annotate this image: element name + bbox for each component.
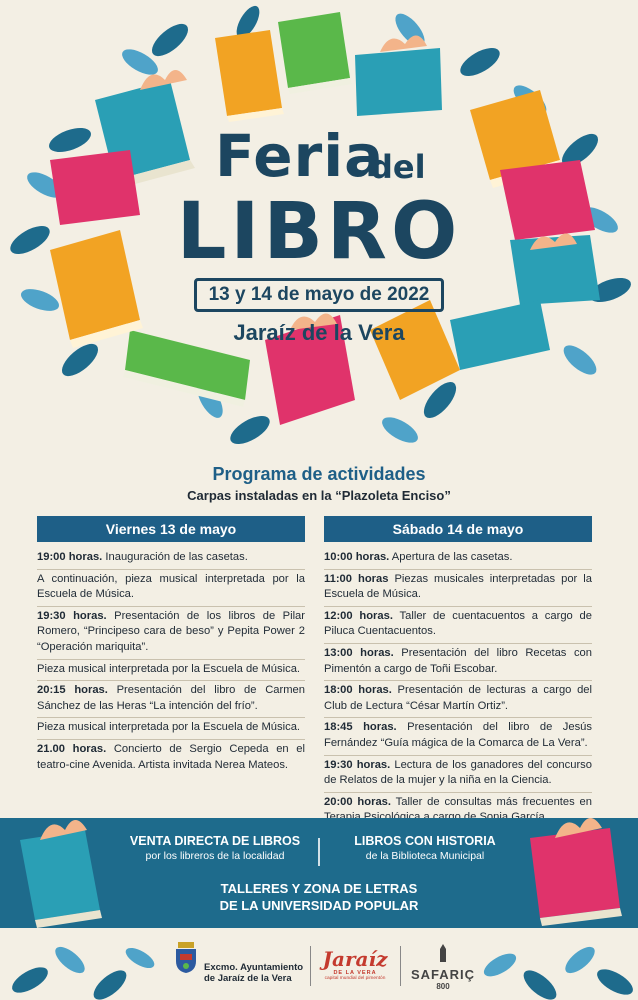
schedule-entry xyxy=(324,718,592,755)
footer xyxy=(0,930,638,1000)
band-row xyxy=(0,834,638,870)
schedule-entry xyxy=(324,681,592,718)
title-block xyxy=(0,118,638,346)
footer-separator xyxy=(400,946,401,986)
town-crest-icon xyxy=(174,940,198,974)
schedule-entry-text: Presentación de lecturas a cargo del Club de Lectura “César Martín Ortiz”. xyxy=(324,684,593,712)
saturday-entries xyxy=(324,548,592,829)
schedule-entry xyxy=(324,548,592,570)
event-dates: 13 y 14 de mayo de 2022 xyxy=(194,278,445,312)
schedule-entry-text: Inauguración de las casetas. xyxy=(102,551,248,563)
schedule-entry xyxy=(37,607,305,660)
town-hall-line1: Excmo. Ayuntamiento xyxy=(204,962,304,973)
friday-entries xyxy=(37,548,305,776)
schedule-entry-time: 19:30 horas. xyxy=(37,609,107,622)
schedule-entry-text: Taller de cuentacuentos a cargo de Piluca Cuentacuentos. xyxy=(324,609,592,638)
friday-column xyxy=(37,516,305,776)
workshops-line2: DE LA UNIVERSIDAD POPULAR xyxy=(219,898,419,913)
schedule-entry-text: Presentación del libro de Jesús Fernández “Guía mágica de la Comarca de La Vera”. xyxy=(324,721,592,749)
footer-separator xyxy=(310,946,311,986)
schedule-entry-time: 19:30 horas. xyxy=(324,758,391,771)
safaric-logo-number: 800 xyxy=(436,982,450,991)
schedule-entry xyxy=(324,756,592,793)
history-books-subtitle: de la Biblioteca Municipal xyxy=(365,850,485,862)
schedule-entry-text: A continuación, pieza musical interpretada por la Escuela de Música. xyxy=(37,572,305,601)
schedule-entry-time: 19:00 horas. xyxy=(37,551,103,563)
jaraiz-logo-subtitle: capital mundial del pimentón xyxy=(324,976,386,981)
safaric-logo xyxy=(408,944,478,991)
schedule-entry xyxy=(37,718,305,740)
schedule-entry-text: Presentación de los libros de Pilar Romero, “Principeso cara de beso” y Pepita Power 2 “Operación mariquita”. xyxy=(37,609,305,653)
schedule-entry xyxy=(37,681,305,718)
schedule-entry-text: Presentación del libro de Carmen Sánchez de las Heras “La intención del frío”. xyxy=(37,684,305,712)
direct-sale-title: VENTA DIRECTA DE LIBROS xyxy=(129,834,301,848)
schedule-entry-text: Piezas musicales interpretadas por la Escuela de Música. xyxy=(324,572,592,601)
title-libro: LIBRO xyxy=(176,187,462,277)
schedule-entry xyxy=(37,660,305,682)
direct-sale-info xyxy=(110,834,320,862)
schedule-entry-time: 18:00 horas. xyxy=(324,684,392,697)
direct-sale-subtitle: por los libreros de la localidad xyxy=(145,850,285,862)
schedule-entry-time: 11:00 horas xyxy=(324,572,389,585)
saturday-day-bar: Sábado 14 de mayo xyxy=(324,516,592,542)
schedule-entry xyxy=(324,644,592,681)
schedule-entry-time: 10:00 horas. xyxy=(324,551,390,563)
schedule-entry-time: 12:00 horas. xyxy=(324,609,393,622)
town-hall-label xyxy=(204,962,303,984)
programme-title: Programa de actividades xyxy=(212,464,426,484)
schedule-entry xyxy=(37,570,305,607)
title-del: del xyxy=(370,148,426,186)
schedule-entry-time: 20:00 horas. xyxy=(324,795,392,808)
schedule-entry-time: 18:45 horas. xyxy=(324,721,397,734)
schedule-entry xyxy=(324,607,592,644)
jaraiz-logo xyxy=(315,948,395,981)
programme-header xyxy=(0,464,638,503)
title-line1 xyxy=(0,118,638,190)
jaraiz-logo-name: Jaraíz xyxy=(322,947,388,971)
schedule-entry-text: Lectura de los ganadores del concurso de Relatos de la mujer y la niña en la Ciencia. xyxy=(324,758,592,787)
schedule-entry-text: Presentación del libro Recetas con Pimentón a cargo de Toñi Escobar. xyxy=(324,646,592,675)
programme-subtitle: Carpas instaladas en la “Plazoleta Enciso” xyxy=(187,488,451,503)
schedule-entry-time: 13:00 horas. xyxy=(324,646,394,659)
workshops-info xyxy=(0,880,638,914)
schedule-entry-text: Pieza musical interpretada por la Escuela de Música. xyxy=(37,721,301,734)
safaric-logo-name: SAFARIÇ xyxy=(410,967,476,982)
title-feria: Feria xyxy=(215,122,385,190)
history-books-info xyxy=(330,834,520,862)
town-hall-line2: de Jaraíz de la Vera xyxy=(204,973,292,984)
schedule-entry-text: Apertura de las casetas. xyxy=(389,551,513,563)
tower-icon xyxy=(435,944,451,962)
schedule-entry xyxy=(37,740,305,776)
workshops-line1: TALLERES Y ZONA DE LETRAS xyxy=(220,881,418,896)
schedule-entry-text: Taller de consultas más frecuentes en xyxy=(395,795,592,808)
saturday-column xyxy=(324,516,592,829)
info-band xyxy=(0,818,638,928)
schedule-entry-time: 20:15 horas. xyxy=(37,684,108,697)
jaraiz-logo-tag: DE LA VERA xyxy=(333,970,377,976)
schedule-entry-time: 21.00 horas. xyxy=(37,742,107,755)
schedule-entry xyxy=(324,570,592,607)
schedule-entry-text: Concierto de Sergio Cepeda en el teatro-cine Avenida. Artista invitada Nerea Mateos. xyxy=(37,742,305,771)
band-divider xyxy=(318,838,320,866)
schedule-entry xyxy=(37,548,305,570)
event-place: Jaraíz de la Vera xyxy=(233,320,405,345)
friday-day-bar: Viernes 13 de mayo xyxy=(37,516,305,542)
schedule-entry-text: Pieza musical interpretada por la Escuela de Música. xyxy=(37,662,301,675)
history-books-title: LIBROS CON HISTORIA xyxy=(354,834,496,848)
